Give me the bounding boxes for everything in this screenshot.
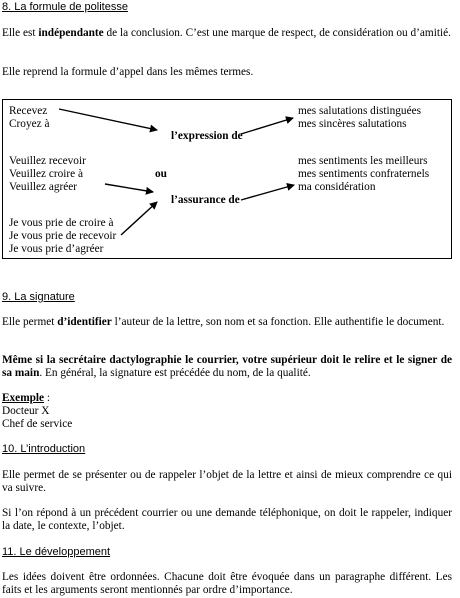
politeness-paragraph-1: Elle est indépendante de la conclusion. C’est une marque de respect, de considération ou d’amitié. — [2, 27, 451, 39]
introduction-paragraph-2: Si l’on répond à un précédent courrier ou une demande téléphonique, on doit le rappeler, indiquer la date, le contexte, l’objet. — [2, 507, 452, 533]
bold-term-independante: indépendante — [38, 27, 104, 39]
arrow-expression-to-right-top — [241, 118, 293, 134]
signature-example-label: Exemple : — [2, 392, 51, 404]
politeness-paragraph-2: Elle reprend la formule d’appel dans les mêmes termes. — [2, 66, 254, 78]
development-paragraph-1: Les idées doivent être ordonnées. Chacune doit être évoquée dans un paragraphe différent. Les faits et les arguments seront mentionnés par ordre d’importance. — [2, 571, 452, 597]
right-formula-sentiments-meilleurs: mes sentiments les meilleurs — [298, 155, 428, 167]
left-formula-croyez: Croyez à — [9, 118, 50, 130]
section-heading-development: 11. Le développement — [2, 546, 111, 558]
left-formula-veuillez-croire: Veuillez croire à — [9, 168, 84, 180]
middle-ou: ou — [155, 168, 167, 180]
bold-term-identifier: d’identifier — [57, 316, 112, 328]
right-formula-consideration: ma considération — [298, 181, 376, 193]
arrow-left-middle-to-assurance — [105, 184, 153, 192]
introduction-paragraph-1: Elle permet de se présenter ou de rappeler l’objet de la lettre et ainsi de mieux comprendre ce qui va suivre. — [2, 469, 452, 495]
section-heading-politeness: 8. La formule de politesse — [2, 1, 128, 13]
politeness-formula-diagram — [2, 99, 452, 259]
signature-paragraph-2: Même si la secrétaire dactylographie le courrier, votre supérieur doit le relire et le signer de sa main. En général, la signature est précédée du nom, de la qualité. — [2, 354, 452, 380]
left-formula-prie-croire: Je vous prie de croire à — [9, 217, 114, 229]
left-formula-prie-agreer: Je vous prie d’agréer — [9, 243, 104, 255]
left-formula-veuillez-agreer: Veuillez agréer — [9, 181, 78, 193]
right-formula-sinceres-salutations: mes sincères salutations — [298, 118, 407, 130]
right-formula-sentiments-confraternels: mes sentiments confraternels — [298, 168, 430, 180]
section-heading-introduction: 10. L’introduction — [2, 443, 86, 455]
arrow-assurance-to-right-middle — [241, 185, 294, 200]
section-heading-signature: 9. La signature — [2, 291, 75, 303]
signature-example-line-1: Docteur X — [2, 405, 50, 417]
middle-assurance-de: l’assurance de — [171, 194, 240, 206]
arrow-left-top-to-expression — [59, 109, 157, 130]
middle-expression-de: l’expression de — [171, 130, 243, 142]
arrow-left-bottom-to-assurance — [121, 202, 157, 235]
signature-paragraph-1: Elle permet d’identifier l’auteur de la lettre, son nom et sa fonction. Elle authentifie le document. — [2, 316, 445, 328]
left-formula-prie-recevoir: Je vous prie de recevoir — [9, 230, 117, 242]
right-formula-salutations-distinguees: mes salutations distinguées — [298, 105, 421, 117]
left-formula-veuillez-recevoir: Veuillez recevoir — [9, 155, 86, 167]
left-formula-recevez: Recevez — [9, 105, 48, 117]
signature-example-line-2: Chef de service — [2, 418, 73, 430]
